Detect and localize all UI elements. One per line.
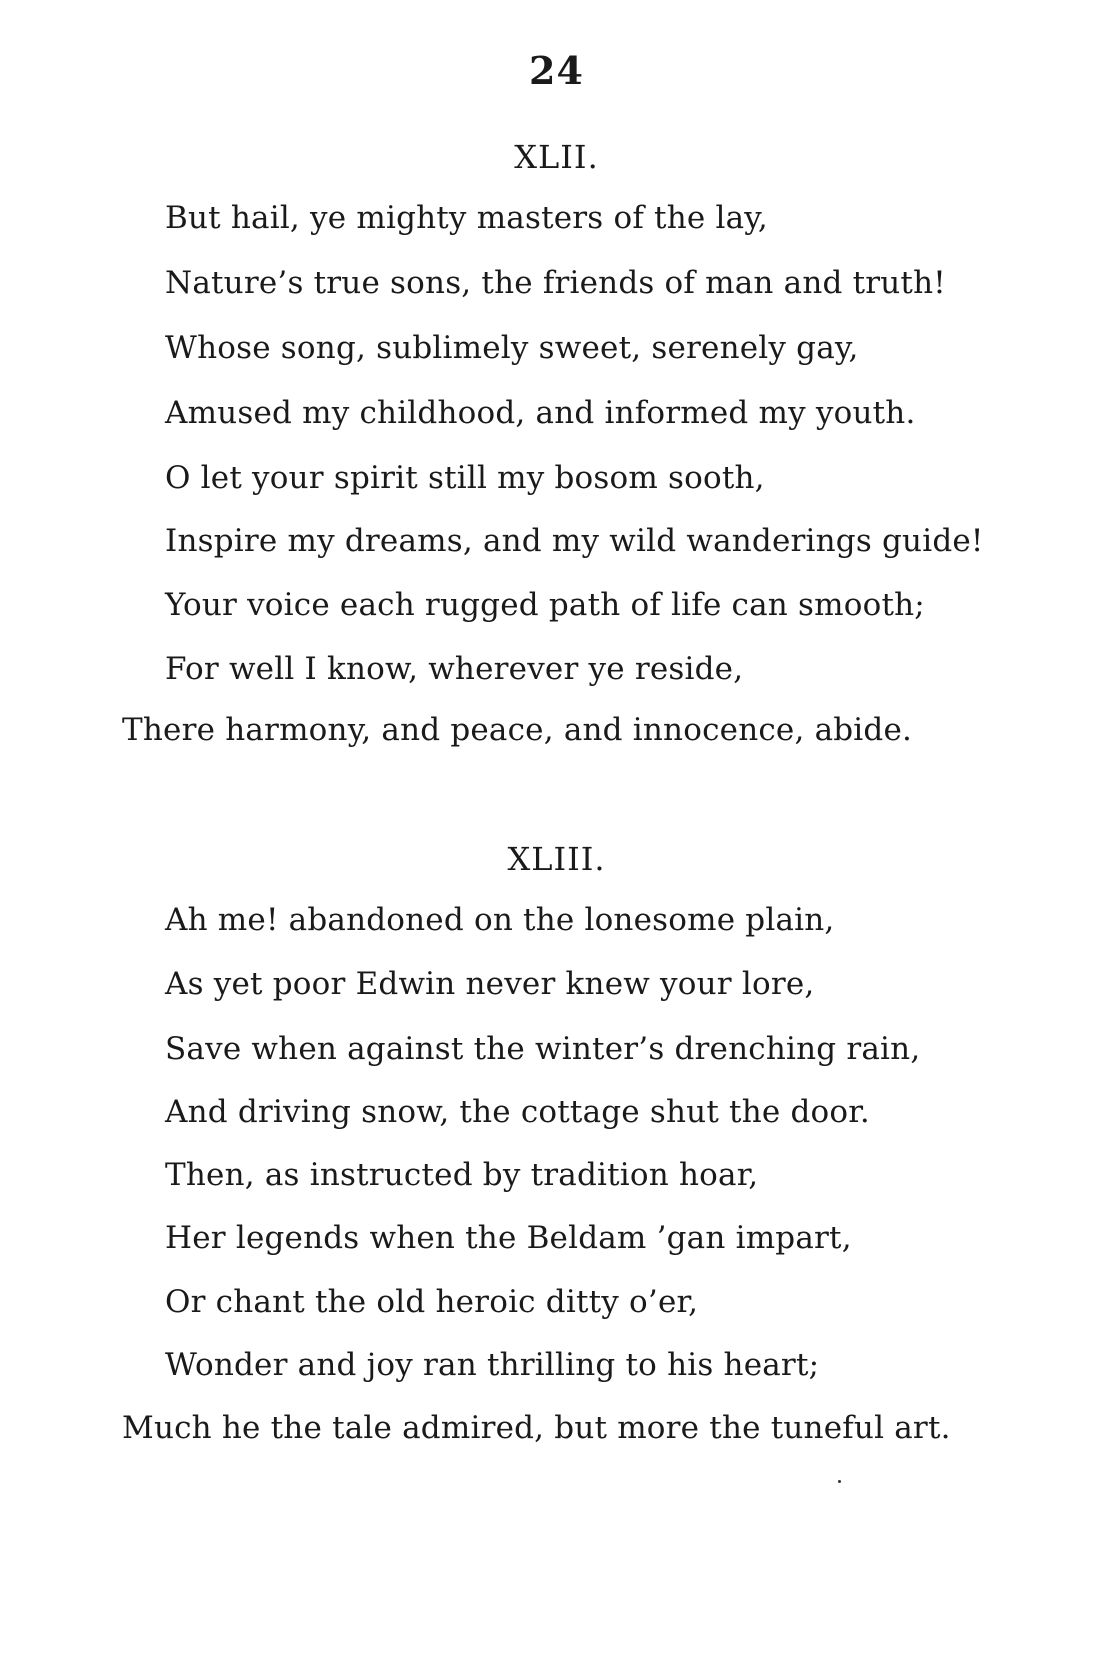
verse-line: Nature’s true sons, the friends of man and truth! [165,265,946,301]
verse-line: And driving snow, the cottage shut the door. [165,1094,870,1130]
verse-line: But hail, ye mighty masters of the lay, [165,200,768,236]
page-number: 24 [529,48,584,93]
stanza-heading: XLIII. [507,840,606,878]
verse-line: Inspire my dreams, and my wild wanderings guide! [165,523,984,559]
verse-line: Her legends when the Beldam ’gan impart, [165,1220,852,1256]
verse-line: Then, as instructed by tradition hoar, [165,1157,759,1193]
verse-line: Save when against the winter’s drenching rain, [165,1031,921,1067]
verse-line: Your voice each rugged path of life can smooth; [165,587,925,623]
verse-line-alexandrine: Much he the tale admired, but more the tuneful art. [122,1410,951,1446]
verse-line: As yet poor Edwin never knew your lore, [165,966,815,1002]
stanza-heading: XLII. [514,138,599,176]
verse-line-alexandrine: There harmony, and peace, and innocence, abide. [122,712,913,748]
verse-line: O let your spirit still my bosom sooth, [165,460,765,496]
ink-speck [838,1480,841,1483]
verse-line: Or chant the old heroic ditty o’er, [165,1284,699,1320]
verse-line: Wonder and joy ran thrilling to his heart; [165,1347,820,1383]
verse-line: Amused my childhood, and informed my youth. [165,395,916,431]
verse-line: For well I know, wherever ye reside, [165,651,744,687]
verse-line: Ah me! abandoned on the lonesome plain, [165,902,835,938]
verse-line: Whose song, sublimely sweet, serenely gay, [165,330,859,366]
